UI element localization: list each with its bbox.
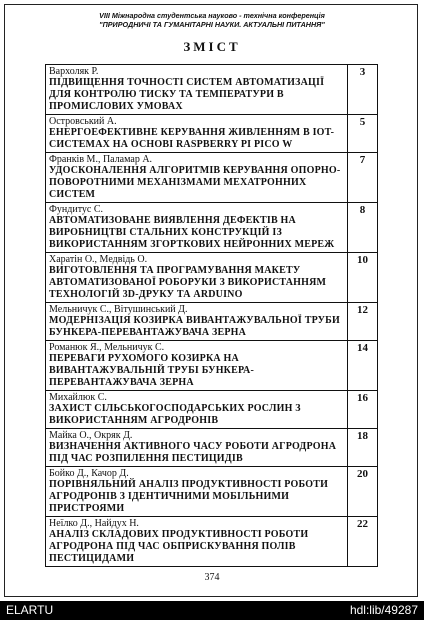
toc-row[interactable] bbox=[46, 303, 378, 341]
entry-page-number: 10 bbox=[348, 253, 378, 303]
toc-entry-cell bbox=[46, 253, 348, 303]
toc-entry-cell bbox=[46, 429, 348, 467]
conference-header bbox=[20, 11, 404, 29]
entry-authors: Франків М., Паламар А. bbox=[49, 154, 153, 165]
toc-row[interactable] bbox=[46, 203, 378, 253]
entry-page-number: 7 bbox=[348, 153, 378, 203]
entry-title: ВИЗНАЧЕННЯ АКТИВНОГО ЧАСУ РОБОТИ АГРОДРОНА ПІД ЧАС РОЗПИЛЕННЯ ПЕСТИЦИДІВ bbox=[49, 441, 337, 464]
toc-row[interactable] bbox=[46, 65, 378, 115]
conference-header-line1: VIII Міжнародна студентська науково - технічна конференція bbox=[99, 11, 325, 20]
toc-row[interactable] bbox=[46, 467, 378, 517]
entry-page-number: 14 bbox=[348, 341, 378, 391]
toc-entry-cell bbox=[46, 303, 348, 341]
entry-authors: Михайлюк С. bbox=[49, 392, 107, 403]
entry-authors: Мельничук С., Вітушинський Д. bbox=[49, 304, 188, 315]
entry-authors: Вархоляк Р. bbox=[49, 66, 99, 77]
toc-entry-cell bbox=[46, 115, 348, 153]
toc-row[interactable] bbox=[46, 341, 378, 391]
entry-page-number: 18 bbox=[348, 429, 378, 467]
entry-title: ЕНЕРГОЕФЕКТИВНЕ КЕРУВАННЯ ЖИВЛЕННЯМ В IOT-СИСТЕМАХ НА ОСНОВІ RASPBERRY PI PICO W bbox=[49, 127, 335, 150]
entry-authors: Фундитус С. bbox=[49, 204, 104, 215]
page-title: ЗМІСТ bbox=[183, 39, 241, 54]
toc-row[interactable] bbox=[46, 153, 378, 203]
toc-entry-cell bbox=[46, 65, 348, 115]
toc-entry-cell bbox=[46, 203, 348, 253]
repository-name[interactable]: ELARTU bbox=[6, 603, 54, 617]
entry-authors: Островський А. bbox=[49, 116, 117, 127]
toc-entry-cell bbox=[46, 391, 348, 429]
toc-entry-cell bbox=[46, 517, 348, 567]
entry-authors: Харатін О., Медвідь О. bbox=[49, 254, 148, 265]
entry-title: ЗАХИСТ СІЛЬСЬКОГОСПОДАРСЬКИХ РОСЛИН З ВИКОРИСТАННЯМ АГРОДРОНІВ bbox=[49, 403, 301, 426]
page-number: 374 bbox=[204, 572, 220, 583]
entry-authors: Майка О., Окряк Д. bbox=[49, 430, 133, 441]
entry-title: АВТОМАТИЗОВАНЕ ВИЯВЛЕННЯ ДЕФЕКТІВ НА ВИРОБНИЦТВІ СТАЛЬНИХ КОНСТРУКЦІЙ ІЗ ВИКОРИСТАННЯМ ЗГОРТКОВИХ НЕЙРОННИХ МЕРЕЖ bbox=[49, 215, 335, 250]
toc-entry-cell bbox=[46, 341, 348, 391]
toc-row[interactable] bbox=[46, 391, 378, 429]
entry-page-number: 3 bbox=[348, 65, 378, 115]
toc-entry-cell bbox=[46, 153, 348, 203]
entry-page-number: 5 bbox=[348, 115, 378, 153]
repository-bar bbox=[0, 601, 424, 620]
entry-authors: Бойко Д., Качор Д. bbox=[49, 468, 129, 479]
entry-title: АНАЛІЗ СКЛАДОВИХ ПРОДУКТИВНОСТІ РОБОТИ АГРОДРОНА ПІД ЧАС ОБПРИСКУВАННЯ ПОЛІВ ПЕСТИЦИДАМИ bbox=[49, 529, 309, 564]
toc-row[interactable] bbox=[46, 429, 378, 467]
toc-row[interactable] bbox=[46, 115, 378, 153]
entry-authors: Романюк Я., Мельничук С. bbox=[49, 342, 165, 353]
toc-entry-cell bbox=[46, 467, 348, 517]
handle-link[interactable]: hdl:lib/49287 bbox=[349, 603, 418, 617]
toc-row[interactable] bbox=[46, 517, 378, 567]
entry-page-number: 12 bbox=[348, 303, 378, 341]
entry-page-number: 8 bbox=[348, 203, 378, 253]
entry-authors: Неїлко Д., Найдух Н. bbox=[49, 518, 139, 529]
entry-page-number: 16 bbox=[348, 391, 378, 429]
conference-header-line2: "ПРИРОДНИЧІ ТА ГУМАНІТАРНІ НАУКИ. АКТУАЛЬНІ ПИТАННЯ" bbox=[99, 20, 325, 29]
entry-title: ВИГОТОВЛЕННЯ ТА ПРОГРАМУВАННЯ МАКЕТУ АВТОМАТИЗОВАНОЇ РОБОРУКИ З ВИКОРИСТАННЯМ ТЕХНОЛОГІЙ 3D-ДРУКУ ТА ARDUINO bbox=[49, 265, 327, 300]
entry-page-number: 22 bbox=[348, 517, 378, 567]
entry-title: ПІДВИЩЕННЯ ТОЧНОСТІ СИСТЕМ АВТОМАТИЗАЦІЇ ДЛЯ КОНТРОЛЮ ТИСКУ ТА ТЕМПЕРАТУРИ В ПРОМИСЛОВИХ УМОВАХ bbox=[49, 77, 325, 112]
entry-title: МОДЕРНІЗАЦІЯ КОЗИРКА ВИВАНТАЖУВАЛЬНОЇ ТРУБИ БУНКЕРА-ПЕРЕВАНТАЖУВАЧА ЗЕРНА bbox=[49, 315, 340, 338]
entry-page-number: 20 bbox=[348, 467, 378, 517]
entry-title: ПЕРЕВАГИ РУХОМОГО КОЗИРКА НА ВИВАНТАЖУВАЛЬНІЙ ТРУБІ БУНКЕРА-ПЕРЕВАНТАЖУВАЧА ЗЕРНА bbox=[49, 353, 254, 388]
table-of-contents bbox=[45, 64, 378, 567]
entry-title: УДОСКОНАЛЕННЯ АЛГОРИТМІВ КЕРУВАННЯ ОПОРНО-ПОВОРОТНИМИ МЕХАНІЗМАМИ МЕХАТРОННИХ СИСТЕМ bbox=[49, 165, 341, 200]
entry-title: ПОРІВНЯЛЬНИЙ АНАЛІЗ ПРОДУКТИВНОСТІ РОБОТИ АГРОДРОНІВ З ІДЕНТИЧНИМИ МОБІЛЬНИМИ ПРИСТРОЯМИ bbox=[49, 479, 329, 514]
toc-row[interactable] bbox=[46, 253, 378, 303]
